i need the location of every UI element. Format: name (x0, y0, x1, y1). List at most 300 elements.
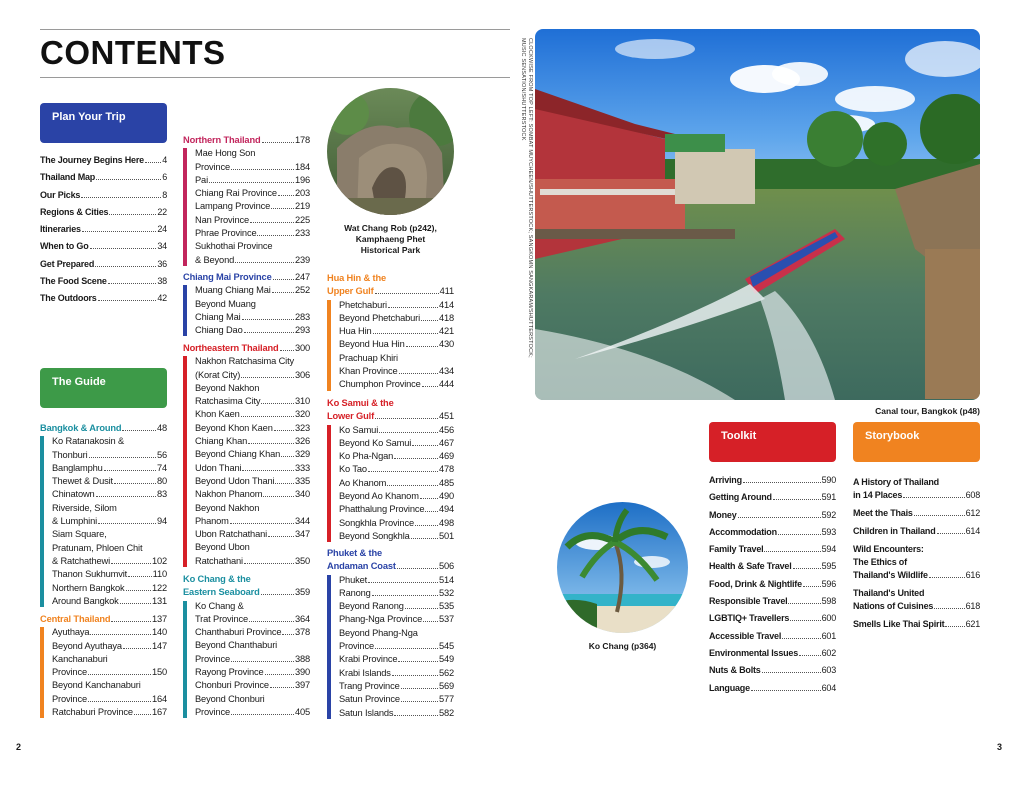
entry-label: Ratchaburi Province (52, 707, 133, 718)
section-entry[interactable] (339, 338, 454, 351)
section-entry[interactable] (339, 587, 454, 600)
section-entry[interactable] (339, 530, 454, 543)
toolkit-item[interactable] (709, 489, 836, 506)
section-entry[interactable] (195, 161, 310, 174)
entry-page: 545 (438, 641, 454, 652)
leader-dots (241, 416, 294, 417)
entry-page: 418 (438, 312, 454, 323)
section-color-bar (183, 148, 187, 266)
entry-page: 203 (294, 188, 310, 199)
section-entry[interactable] (195, 187, 310, 200)
title-underline (40, 77, 510, 78)
entry-page: 310 (294, 396, 310, 407)
section-heading[interactable] (183, 586, 310, 599)
section-heading-page: 48 (156, 423, 167, 433)
section-entry[interactable] (195, 706, 310, 719)
section-entry[interactable] (339, 517, 454, 530)
entry-page: 388 (294, 653, 310, 664)
caption-line: Wat Chang Rob (p242), (344, 223, 437, 233)
section-chiang-mai-province (183, 271, 310, 337)
section-entry[interactable] (195, 653, 310, 666)
section-heading-label: Phuket & the (327, 548, 383, 558)
section-entry[interactable] (195, 227, 310, 240)
section-entry[interactable] (339, 463, 454, 476)
storybook-label: Storybook (865, 430, 920, 442)
section-entry[interactable] (52, 449, 167, 462)
leader-dots (257, 235, 293, 236)
plan-item[interactable] (40, 187, 167, 204)
entry-label: Getting Around (709, 492, 772, 503)
section-heading[interactable] (183, 271, 310, 284)
section-entry[interactable] (52, 640, 167, 653)
section-entry[interactable] (195, 555, 310, 568)
entry-page: 490 (438, 491, 454, 502)
entry-label: Food, Drink & Nightlife (709, 578, 802, 589)
entry-page: 347 (294, 529, 310, 540)
entry-label: Satun Province (339, 694, 400, 705)
section-entry[interactable] (339, 503, 454, 516)
toolkit-item[interactable] (709, 472, 836, 489)
section-heading[interactable] (327, 397, 454, 410)
storybook-line (853, 543, 980, 556)
leader-dots (401, 701, 438, 702)
leader-dots (249, 621, 294, 622)
section-entry[interactable] (195, 284, 310, 297)
entry-label: Responsible Travel (709, 596, 788, 607)
leader-dots (108, 283, 157, 284)
entry-label: Thailand Map (40, 172, 96, 183)
section-entry[interactable] (195, 298, 310, 311)
section-heading[interactable] (327, 560, 454, 573)
section-body (183, 147, 310, 267)
entry-label: Beyond Chonburi (195, 693, 265, 704)
entry-label: Beyond Khon Kaen (195, 422, 273, 433)
section-entry[interactable] (52, 568, 167, 581)
leader-dots (273, 279, 294, 280)
section-entry[interactable] (195, 448, 310, 461)
entry-label: Chonburi Province (195, 680, 269, 691)
toolkit-item[interactable] (709, 593, 836, 610)
entry-label: Hua Hin (339, 326, 372, 337)
entry-label: Krabi Islands (339, 667, 391, 678)
section-entry[interactable] (52, 542, 167, 555)
toolkit-item[interactable] (709, 628, 836, 645)
leader-dots (114, 483, 156, 484)
section-entry[interactable] (195, 475, 310, 488)
toolkit-item[interactable] (709, 610, 836, 627)
leader-dots (738, 517, 821, 518)
section-entry[interactable] (195, 462, 310, 475)
section-bangkok (40, 422, 167, 608)
entry-label: Prachuap Khiri (339, 352, 398, 363)
entry-label: & Beyond (195, 254, 235, 265)
page-number-left: 2 (16, 742, 22, 752)
leader-dots (96, 179, 161, 180)
entry-page: 405 (294, 706, 310, 717)
entry-label: Environmental Issues (709, 647, 799, 658)
entry-page: 603 (821, 665, 836, 676)
section-entry[interactable] (195, 502, 310, 515)
leader-dots (274, 430, 294, 431)
the-guide-tab[interactable] (40, 368, 167, 408)
section-entry[interactable] (195, 254, 310, 267)
leader-dots (397, 568, 438, 569)
section-heading[interactable] (183, 134, 310, 147)
canal-tour-photo (535, 29, 980, 400)
plan-item[interactable] (40, 152, 167, 169)
leader-dots (387, 485, 438, 486)
section-phuket-andaman-coast (327, 547, 454, 720)
entry-label: Beyond Ao Khanom (339, 491, 419, 502)
leader-dots (379, 432, 438, 433)
entry-label: Chiang Rai Province (195, 188, 277, 199)
section-heading-label: Northeastern Thailand (183, 343, 279, 353)
entry-label: in 14 Places (853, 490, 903, 500)
section-entry[interactable] (52, 679, 167, 692)
entry-label: Beyond Ayuthaya (52, 640, 122, 651)
section-entry[interactable] (339, 667, 454, 680)
plan-item[interactable] (40, 273, 167, 290)
section-entry[interactable] (52, 502, 167, 515)
entry-label: Money (709, 509, 737, 520)
entry-page: 344 (294, 515, 310, 526)
section-entry[interactable] (52, 706, 167, 719)
entry-label: Nakhon Ratchasima City (195, 356, 295, 367)
toolkit-item[interactable] (709, 524, 836, 541)
leader-dots (375, 648, 438, 649)
leader-dots (398, 661, 438, 662)
storybook-line (853, 618, 980, 631)
section-entry[interactable] (339, 299, 454, 312)
section-heading[interactable] (183, 342, 310, 355)
leader-dots (231, 169, 294, 170)
entry-label: Phatthalung Province (339, 504, 425, 515)
leader-dots (388, 307, 438, 308)
section-entry[interactable] (195, 147, 310, 160)
entry-page: 601 (821, 630, 836, 641)
entry-page: 434 (438, 366, 454, 377)
section-heading[interactable] (40, 613, 167, 626)
toolkit-item[interactable] (709, 558, 836, 575)
page-number-right: 3 (997, 742, 1003, 752)
leader-dots (401, 688, 438, 689)
entry-page: 293 (294, 325, 310, 336)
section-entry[interactable] (52, 626, 167, 639)
section-entry[interactable] (195, 408, 310, 421)
storybook-item[interactable] (853, 543, 980, 582)
leader-dots (788, 603, 820, 604)
section-entry[interactable] (339, 365, 454, 378)
entry-label: Riverside, Silom (52, 502, 117, 513)
section-entry[interactable] (195, 311, 310, 324)
section-entry[interactable] (339, 450, 454, 463)
entry-page: 604 (821, 682, 836, 693)
plan-your-trip-tab[interactable] (40, 103, 167, 143)
section-entry[interactable] (339, 680, 454, 693)
section-entry[interactable] (195, 679, 310, 692)
section-heading-page: 411 (439, 286, 454, 297)
entry-label: Family Travel (709, 544, 764, 555)
section-heading[interactable] (327, 272, 454, 285)
section-entry[interactable] (339, 325, 454, 338)
section-entry[interactable] (195, 541, 310, 554)
leader-dots (373, 333, 438, 334)
section-entry[interactable] (339, 424, 454, 437)
section-entry[interactable] (195, 515, 310, 528)
entry-label: LGBTIQ+ Travellers (709, 613, 790, 624)
entry-label: Children in Thailand (853, 526, 936, 536)
entry-label: Phrae Province (195, 228, 257, 239)
entry-label: Northern Bangkok (52, 582, 125, 593)
section-entry[interactable] (339, 693, 454, 706)
section-entry[interactable] (52, 488, 167, 501)
section-entry[interactable] (195, 382, 310, 395)
section-color-bar (183, 356, 187, 567)
section-entry[interactable] (339, 613, 454, 626)
entry-label: Nuts & Bolts (709, 665, 761, 676)
entry-page: 594 (821, 544, 836, 555)
entry-page: 498 (438, 517, 454, 528)
leader-dots (394, 458, 438, 459)
leader-dots (368, 471, 438, 472)
entry-page: 184 (294, 161, 310, 172)
section-entry[interactable] (52, 528, 167, 541)
entry-page: 421 (438, 326, 454, 337)
storybook-item[interactable] (853, 507, 980, 520)
leader-dots (372, 595, 438, 596)
leader-dots (793, 568, 821, 569)
leader-dots (242, 470, 294, 471)
storybook-item[interactable] (853, 525, 980, 538)
entry-label: Chiang Mai (195, 311, 241, 322)
section-heading[interactable] (183, 573, 310, 586)
entry-page: 38 (157, 276, 167, 287)
toolkit-tab[interactable] (709, 422, 836, 462)
entry-label: Thailand's Wildlife (853, 570, 928, 580)
entry-label: The Journey Begins Here (40, 155, 144, 165)
leader-dots (126, 590, 151, 591)
toolkit-item[interactable] (709, 541, 836, 558)
entry-page: 514 (438, 574, 454, 585)
entry-page: 22 (157, 206, 167, 217)
entry-label: Arriving (709, 475, 742, 485)
section-entry[interactable] (195, 355, 310, 368)
section-entry[interactable] (195, 626, 310, 639)
leader-dots (230, 523, 294, 524)
leader-dots (265, 674, 294, 675)
section-entry[interactable] (52, 595, 167, 608)
entry-label: Health & Safe Travel (709, 561, 792, 572)
entry-label: Chumphon Province (339, 379, 421, 390)
section-entry[interactable] (339, 437, 454, 450)
section-entry[interactable] (195, 395, 310, 408)
leader-dots (934, 608, 964, 609)
section-entry[interactable] (195, 324, 310, 337)
entry-label: Smells Like Thai Spirit (853, 619, 945, 629)
section-entry[interactable] (195, 666, 310, 679)
section-entry[interactable] (339, 640, 454, 653)
entry-page: 131 (151, 595, 167, 606)
section-entry[interactable] (195, 240, 310, 253)
entry-label: Nakhon Phanom (195, 489, 263, 500)
entry-label: Songkhla Province (339, 517, 414, 528)
plan-item[interactable] (40, 169, 167, 186)
section-entry[interactable] (195, 214, 310, 227)
plan-item[interactable] (40, 290, 167, 307)
storybook-item[interactable] (853, 587, 980, 613)
entry-page: 34 (157, 241, 167, 252)
page-title: CONTENTS (40, 34, 226, 71)
leader-dots (88, 701, 151, 702)
entry-page: 390 (294, 667, 310, 678)
section-entry[interactable] (195, 600, 310, 613)
storybook-tab[interactable] (853, 422, 980, 462)
entry-page: 591 (821, 492, 836, 503)
entry-label: Beyond Songkhla (339, 530, 410, 541)
section-entry[interactable] (195, 639, 310, 652)
section-entry[interactable] (52, 462, 167, 475)
entry-label: Udon Thani (195, 462, 242, 473)
toolkit-item[interactable] (709, 645, 836, 662)
entry-page: 102 (151, 555, 167, 566)
entry-label: Phuket (339, 574, 368, 585)
leader-dots (241, 377, 294, 378)
section-entry[interactable] (52, 653, 167, 666)
plan-item[interactable] (40, 256, 167, 273)
entry-page: 150 (151, 667, 167, 678)
entry-page: 110 (152, 569, 167, 580)
section-entry[interactable] (195, 613, 310, 626)
section-entry[interactable] (195, 693, 310, 706)
section-entry[interactable] (52, 693, 167, 706)
plan-item[interactable] (40, 204, 167, 221)
caption-line: Kamphaeng Phet (355, 234, 426, 244)
section-color-bar (327, 425, 331, 543)
section-entry[interactable] (339, 378, 454, 391)
entry-label: Thewet & Dusit (52, 476, 113, 487)
section-heading-label: Bangkok & Around (40, 423, 122, 433)
entry-page: 532 (438, 587, 454, 598)
section-heading-page: 300 (294, 343, 310, 353)
entry-label: The Ethics of (853, 557, 907, 567)
entry-label: Accessible Travel (709, 630, 782, 641)
leader-dots (123, 648, 151, 649)
section-entry[interactable] (339, 707, 454, 720)
section-heading[interactable] (327, 285, 454, 298)
entry-page: 397 (294, 680, 310, 691)
section-entry[interactable] (339, 312, 454, 325)
section-entry[interactable] (195, 435, 310, 448)
section-entry[interactable] (195, 369, 310, 382)
caption-line: Historical Park (360, 245, 421, 255)
entry-page: 577 (438, 694, 454, 705)
entry-label: Ubon Ratchathani (195, 529, 268, 540)
leader-dots (250, 222, 294, 223)
toolkit-item[interactable] (709, 507, 836, 524)
section-heading[interactable] (40, 422, 167, 435)
section-entry[interactable] (195, 488, 310, 501)
section-entry[interactable] (339, 352, 454, 365)
section-entry[interactable] (52, 435, 167, 448)
section-heading[interactable] (327, 410, 454, 423)
plan-item[interactable] (40, 221, 167, 238)
entry-label: Trat Province (195, 613, 248, 624)
section-color-bar (327, 575, 331, 719)
leader-dots (412, 445, 438, 446)
entry-label: Ao Khanom (339, 477, 387, 488)
entry-page: 501 (438, 530, 454, 541)
section-entry[interactable] (52, 582, 167, 595)
section-heading-label: Andaman Coast (327, 561, 396, 572)
toolkit-item[interactable] (709, 662, 836, 679)
entry-label: Province (195, 653, 230, 664)
section-heading-label: Ko Chang & the (183, 574, 251, 584)
entry-label: Rayong Province (195, 667, 264, 678)
section-entry[interactable] (195, 422, 310, 435)
storybook-item[interactable] (853, 476, 980, 502)
toolkit-item[interactable] (709, 680, 836, 697)
entry-page: 74 (156, 462, 167, 473)
section-entry[interactable] (339, 490, 454, 503)
entry-label: Around Bangkok (52, 595, 119, 606)
entry-label: Beyond Phang-Nga (339, 627, 418, 638)
section-entry[interactable] (52, 515, 167, 528)
section-heading-page: 137 (151, 614, 167, 624)
entry-label: Phetchaburi (339, 299, 387, 310)
section-entry[interactable] (195, 200, 310, 213)
entry-label: Thonburi (52, 449, 88, 460)
entry-label: Krabi Province (339, 654, 398, 665)
storybook-item[interactable] (853, 618, 980, 631)
storybook-list (853, 476, 980, 636)
toolkit-item[interactable] (709, 576, 836, 593)
section-entry[interactable] (52, 555, 167, 568)
entry-page: 600 (821, 613, 836, 624)
entry-page: 239 (294, 254, 310, 265)
storybook-line (853, 476, 980, 489)
section-ko-chang-eastern-seaboard (183, 573, 310, 719)
leader-dots (945, 626, 964, 627)
section-entry[interactable] (52, 666, 167, 679)
section-entry[interactable] (339, 653, 454, 666)
plan-item[interactable] (40, 238, 167, 255)
entry-label: Ko Pha-Ngan (339, 451, 394, 462)
leader-dots (134, 714, 151, 715)
section-entry[interactable] (339, 574, 454, 587)
entry-page: 36 (157, 258, 167, 269)
entry-label: Phang-Nga Province (339, 614, 423, 625)
wat-chang-rob-photo (327, 88, 454, 215)
entry-page: 467 (438, 437, 454, 448)
section-entry[interactable] (52, 475, 167, 488)
section-entry[interactable] (339, 600, 454, 613)
storybook-line (853, 525, 980, 538)
leader-dots (280, 350, 294, 351)
entry-label: Beyond Phetchaburi (339, 312, 421, 323)
leader-dots (282, 634, 294, 635)
section-heading[interactable] (327, 547, 454, 560)
toolkit-list (709, 472, 836, 697)
entry-page: 333 (294, 462, 310, 473)
leader-dots (375, 418, 438, 419)
entry-page: 326 (294, 436, 310, 447)
section-entry[interactable] (339, 627, 454, 640)
section-entry[interactable] (195, 528, 310, 541)
leader-dots (122, 430, 156, 431)
section-entry[interactable] (195, 174, 310, 187)
entry-page: 621 (965, 619, 980, 629)
section-entry[interactable] (339, 477, 454, 490)
